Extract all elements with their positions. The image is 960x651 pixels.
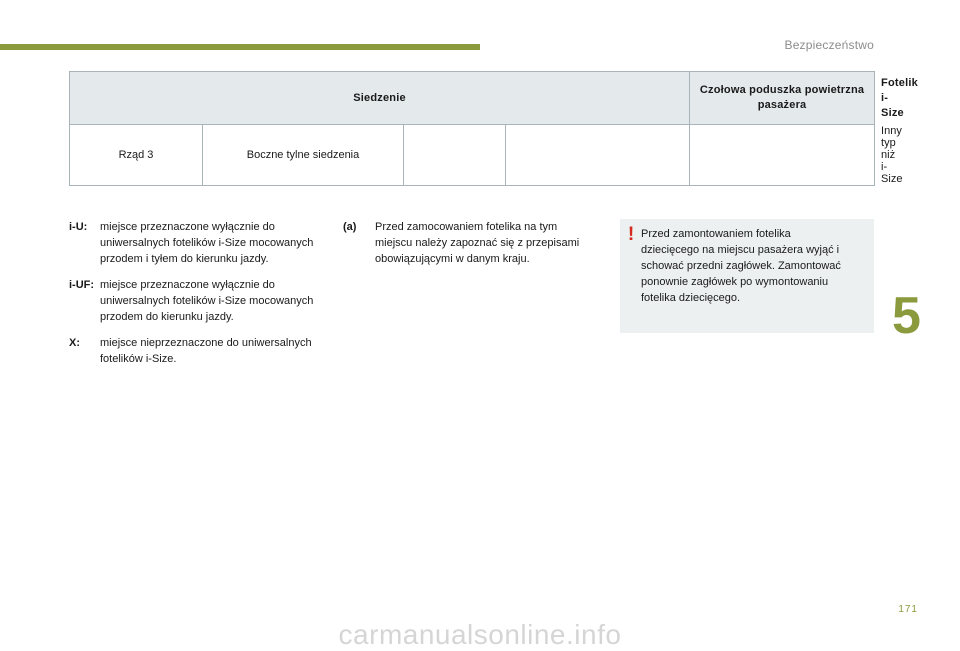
table-header-row: Siedzenie Czołowa poduszka powietrzna pasażera Fotelik i-Size [70,72,875,125]
warning-text: Przed zamontowaniem fotelika dziecięcego na miejscu pasażera wyjąć i schować przedni zagłówek. Zamontować ponownie zagłówek po wymontowaniu fotelika dziecięcego. [641,228,841,304]
table-row: Rząd 3 Boczne tylne siedzenia Inny typ niż i-Size [70,125,875,186]
header-airbag: Czołowa poduszka powietrzna pasażera [690,72,875,125]
legend-item [69,219,325,267]
legend-item [69,335,325,367]
seat-compatibility-table [69,71,918,186]
footnote [343,219,593,267]
exclamation-icon: ! [627,224,635,245]
watermark: carmanualsonline.info [338,619,622,650]
footnote-key: (a) [343,221,357,233]
chapter-accent-bar [0,44,480,50]
legend-key: i-U: [69,221,88,233]
section-title: Bezpieczeństwo [784,38,874,52]
legend-item [69,277,325,325]
header-seat: Siedzenie [70,72,690,125]
cell-empty [506,125,690,186]
legend-text: miejsce przeznaczone wyłącznie do uniwersalnych fotelików i-Size mocowanych przodem i tyłem do kierunku jazdy. [100,221,314,265]
cell-row-label: Rząd 3 [70,125,203,186]
cell-position: Boczne tylne siedzenia [203,125,404,186]
chapter-number: 5 [892,287,921,345]
legend-text: miejsce przeznaczone wyłącznie do uniwersalnych fotelików i-Size mocowanych przodem do kierunku jazdy. [100,279,314,323]
legend-key: X: [69,337,80,349]
legend-text: miejsce nieprzeznaczone do uniwersalnych fotelików i-Size. [100,337,312,365]
legend [69,219,325,377]
page-number: 171 [898,604,918,615]
cell-airbag [690,125,875,186]
footnote-text: Przed zamocowaniem fotelika na tym miejscu należy zapoznać się z przepisami obowiązującymi w danym kraju. [375,221,580,265]
cell-empty [404,125,506,186]
legend-key: i-UF: [69,279,95,291]
warning-box [620,219,874,333]
